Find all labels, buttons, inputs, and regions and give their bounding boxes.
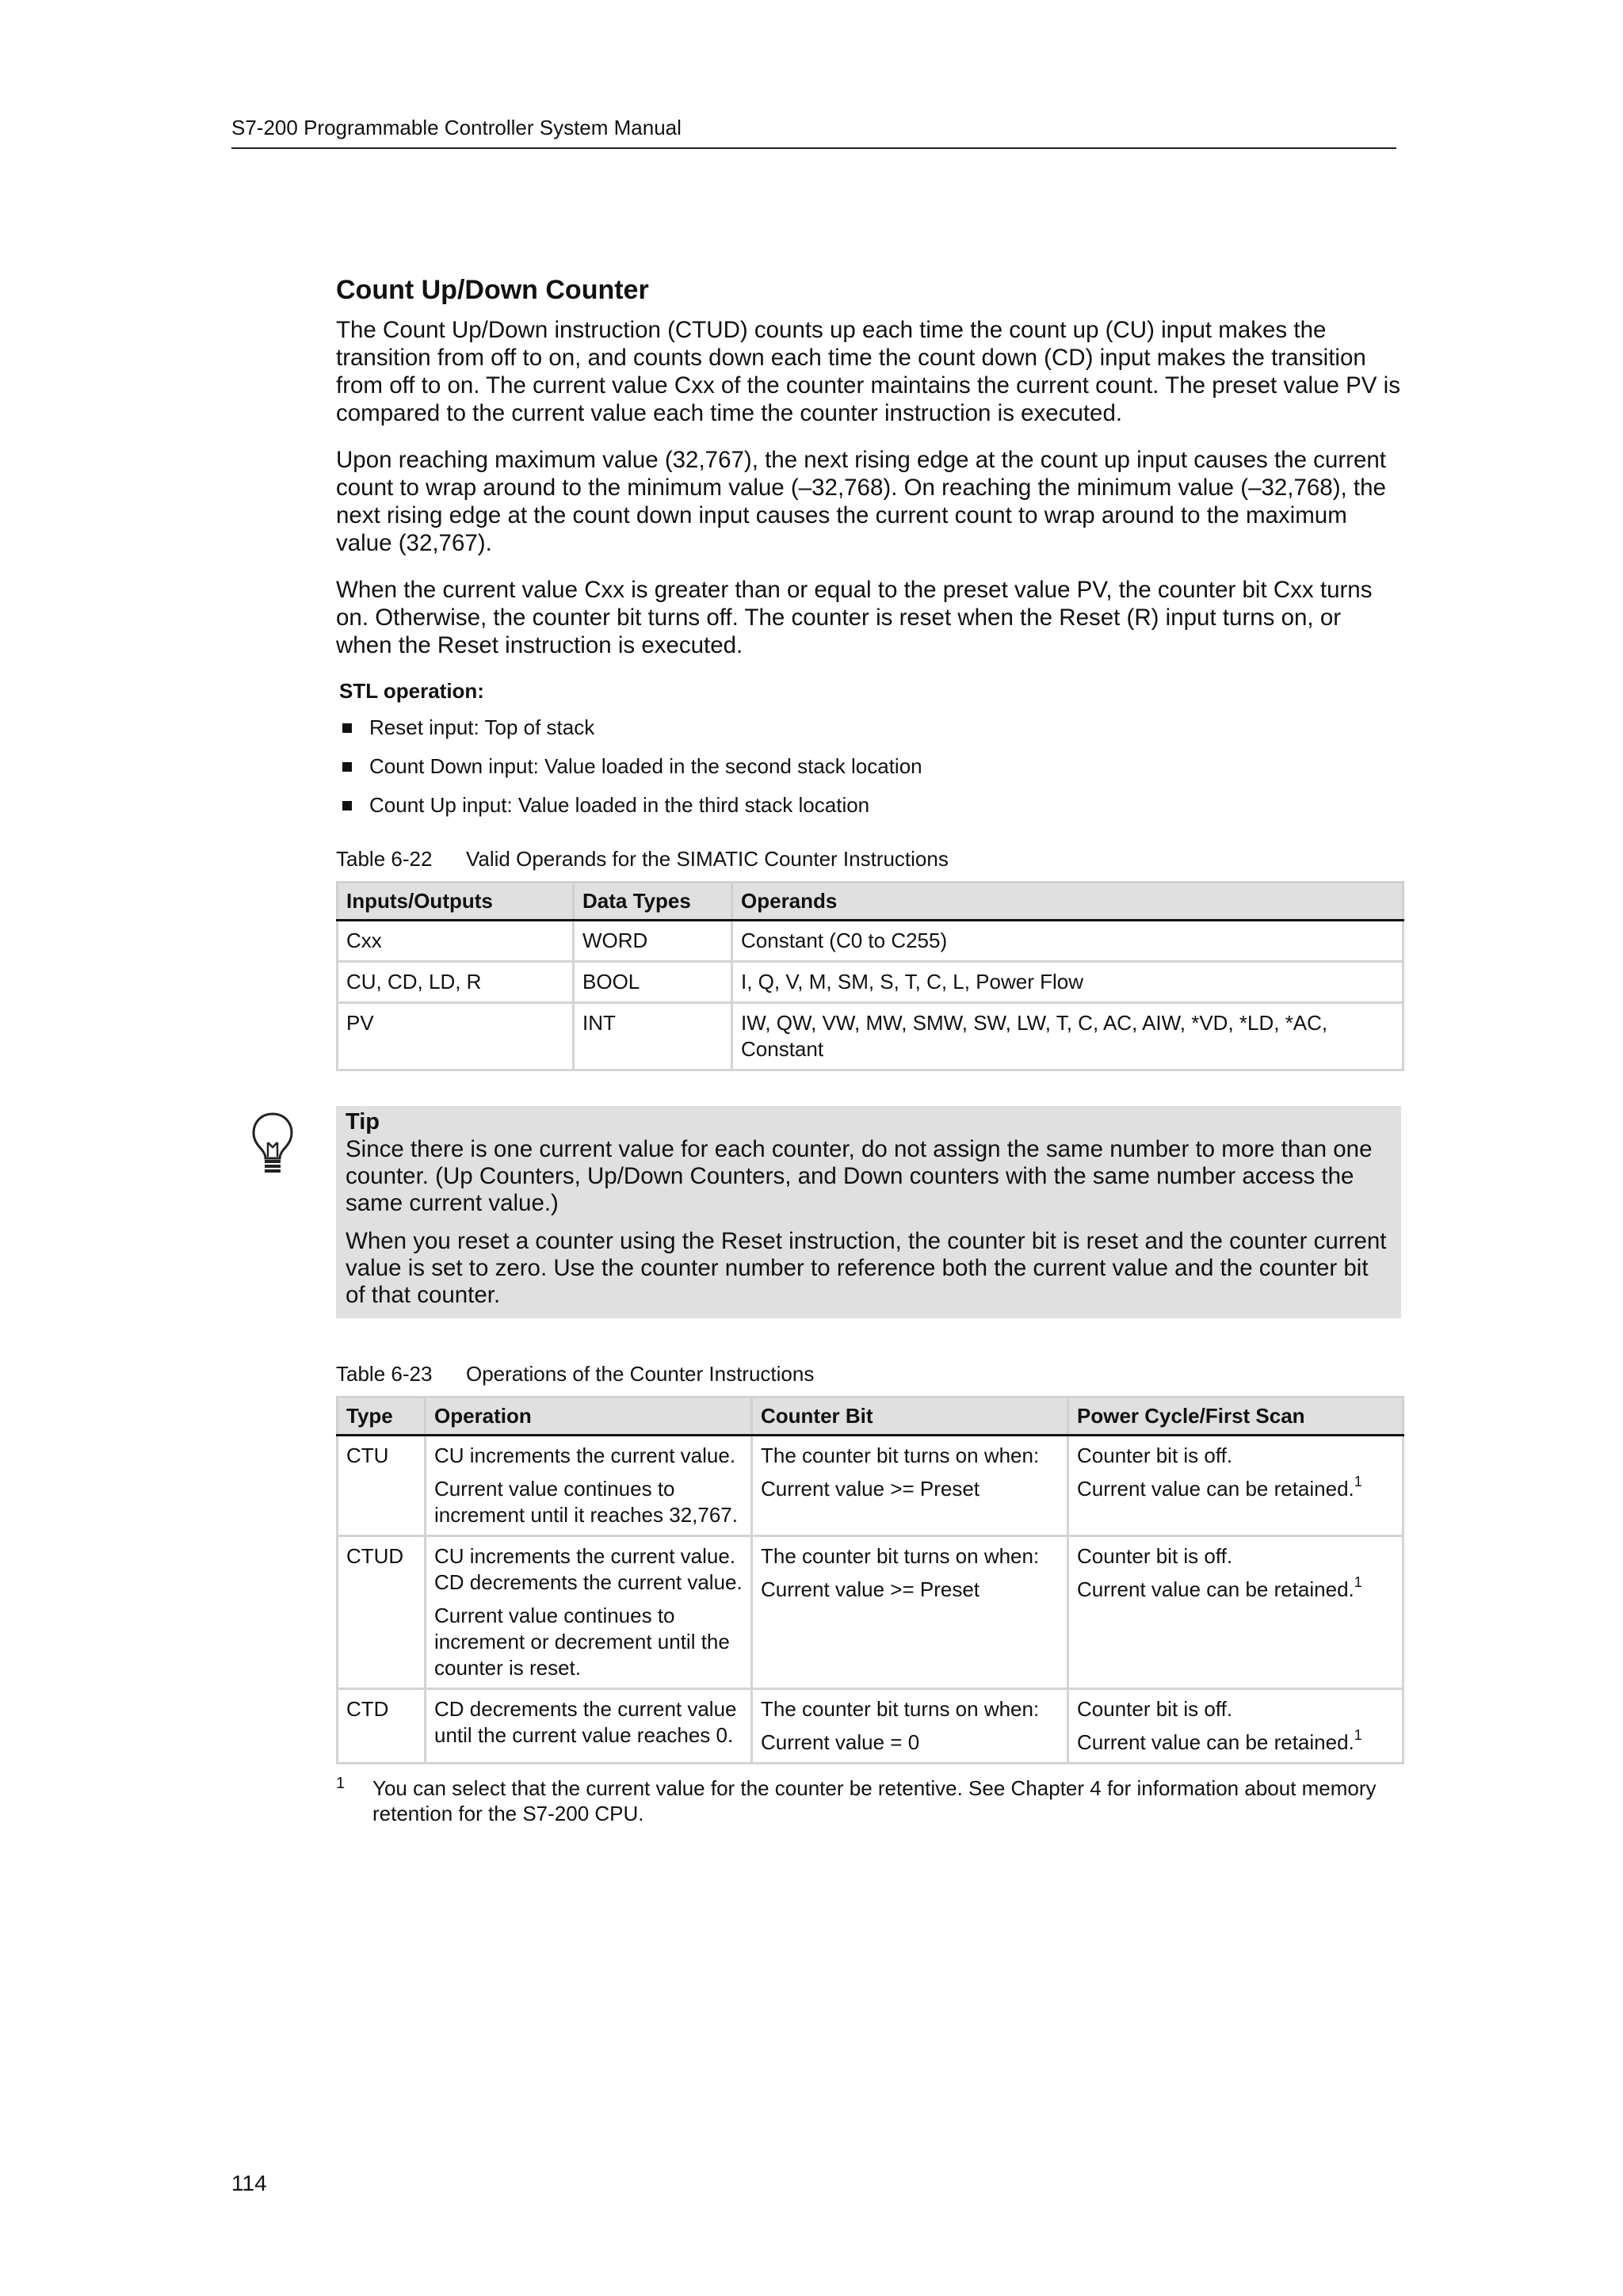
list-item: Count Down input: Value loaded in the second stack location — [339, 753, 1401, 779]
table-row — [338, 1003, 1403, 1070]
table-cell: Constant (C0 to C255) — [732, 921, 1403, 962]
column-header: Type — [338, 1398, 426, 1436]
column-header: Data Types — [574, 883, 732, 921]
table-cell: The counter bit turns on when: Current value = 0 — [752, 1689, 1068, 1764]
wrap-paragraph: Upon reaching maximum value (32,767), the next rising edge at the count up input causes the current count to wrap around to the minimum value (–32,768). On reaching the minimum value (–32,768), the next rising edge at the count down input causes the current count to wrap around to the maximum value (32,767). — [336, 447, 1386, 556]
section-title: Count Up/Down Counter — [336, 275, 649, 305]
footnote-text: You can select that the current value for the counter be retentive. See Chapter 4 for information about memory retention for the S7-200 CPU. — [372, 1776, 1377, 1825]
column-header: Operands — [732, 883, 1403, 921]
stl-list — [336, 715, 1401, 818]
table-cell: The counter bit turns on when: Current value >= Preset — [752, 1536, 1068, 1689]
table-cell: The counter bit turns on when: Current value >= Preset — [752, 1436, 1068, 1536]
table1-caption — [336, 846, 1401, 871]
footnote-mark: 1 — [336, 1775, 346, 1792]
table-row — [338, 962, 1403, 1003]
footnote-ref: 1 — [1354, 1727, 1362, 1744]
page-number: 114 — [231, 2171, 267, 2195]
list-item: Count Up input: Value loaded in the third stack location — [339, 792, 1401, 818]
table-cell: BOOL — [574, 962, 732, 1003]
bullet-square-icon — [342, 762, 352, 772]
table-cell: CD decrements the current value until the current value reaches 0. — [426, 1689, 752, 1764]
column-header: Power Cycle/First Scan — [1068, 1398, 1403, 1436]
table-cell: CU increments the current value. CD decrements the current value. Current value continues to increment or decrement until the counter is reset. — [426, 1536, 752, 1689]
table-header-row — [338, 883, 1403, 921]
table-cell: CU increments the current value. Current value continues to increment until it reaches 32,767. — [426, 1436, 752, 1536]
bullet-square-icon — [342, 801, 352, 810]
table-cell: Counter bit is off. Current value can be retained.$^1$ — [1068, 1536, 1403, 1689]
operations-table — [336, 1396, 1404, 1764]
table-cell: CTUD — [338, 1536, 426, 1689]
table-cell: CTU — [338, 1436, 426, 1536]
tip-paragraph: Since there is one current value for each counter, do not assign the same number to more than one counter. (Up Counters, Up/Down Counters, and Down counters with the same number access the same current value.) — [346, 1136, 1373, 1216]
column-header: Operation — [426, 1398, 752, 1436]
table1-number: Table 6-22 — [336, 847, 433, 871]
table-cell: Counter bit is off. Current value can be retained.$^1$ — [1068, 1689, 1403, 1764]
table-row — [338, 1436, 1403, 1536]
table1-title: Valid Operands for the SIMATIC Counter Instructions — [466, 847, 949, 871]
table-header-row — [338, 1398, 1403, 1436]
intro-paragraph: The Count Up/Down instruction (CTUD) counts up each time the count up (CU) input makes the transition from off to on, and counts down each time the count down (CD) input makes the transition from off to on. The current value Cxx of the counter maintains the current count. The preset value PV is compared to the current value each time the counter instruction is executed. — [336, 317, 1400, 426]
operands-table — [336, 881, 1404, 1071]
tip-paragraph: When you reset a counter using the Reset instruction, the counter bit is reset and the counter current value is set to zero. Use the counter number to reference both the current value and the counter bit of that counter. — [346, 1228, 1387, 1308]
main-content — [336, 273, 1401, 1826]
manual-title: S7-200 Programmable Controller System Manual — [231, 116, 682, 139]
table-cell: WORD — [574, 921, 732, 962]
stl-title: STL operation: — [339, 679, 484, 703]
table-row — [338, 921, 1403, 962]
table2-title: Operations of the Counter Instructions — [466, 1362, 815, 1386]
table-cell: Counter bit is off. Current value can be retained.$^1$ — [1068, 1436, 1403, 1536]
counter-bit-paragraph: When the current value Cxx is greater than or equal to the preset value PV, the counter bit Cxx turns on. Otherwise, the counter bit turns off. The counter is reset when the Reset (R) input turns on, or when the Reset instruction is executed. — [336, 577, 1373, 658]
table2-number: Table 6-23 — [336, 1362, 433, 1386]
list-item: Reset input: Top of stack — [339, 715, 1401, 740]
bullet-square-icon — [342, 723, 352, 733]
lightbulb-icon — [250, 1111, 295, 1176]
table2-caption — [336, 1361, 1401, 1386]
column-header: Inputs/Outputs — [338, 883, 574, 921]
tip-box — [336, 1106, 1401, 1318]
footnote-ref: 1 — [1354, 1474, 1362, 1490]
table-cell: Cxx — [338, 921, 574, 962]
table-cell: IW, QW, VW, MW, SMW, SW, LW, T, C, AC, AIW, *VD, *LD, *AC, Constant — [732, 1003, 1403, 1070]
footnote — [336, 1775, 1401, 1826]
table-row — [338, 1536, 1403, 1689]
table-cell: CU, CD, LD, R — [338, 962, 574, 1003]
table-row — [338, 1689, 1403, 1764]
table-cell: INT — [574, 1003, 732, 1070]
column-header: Counter Bit — [752, 1398, 1068, 1436]
footnote-ref: 1 — [1354, 1574, 1362, 1591]
table-cell: CTD — [338, 1689, 426, 1764]
tip-title: Tip — [346, 1109, 380, 1135]
table-cell: I, Q, V, M, SM, S, T, C, L, Power Flow — [732, 962, 1403, 1003]
page-header — [231, 116, 1396, 149]
table-cell: PV — [338, 1003, 574, 1070]
